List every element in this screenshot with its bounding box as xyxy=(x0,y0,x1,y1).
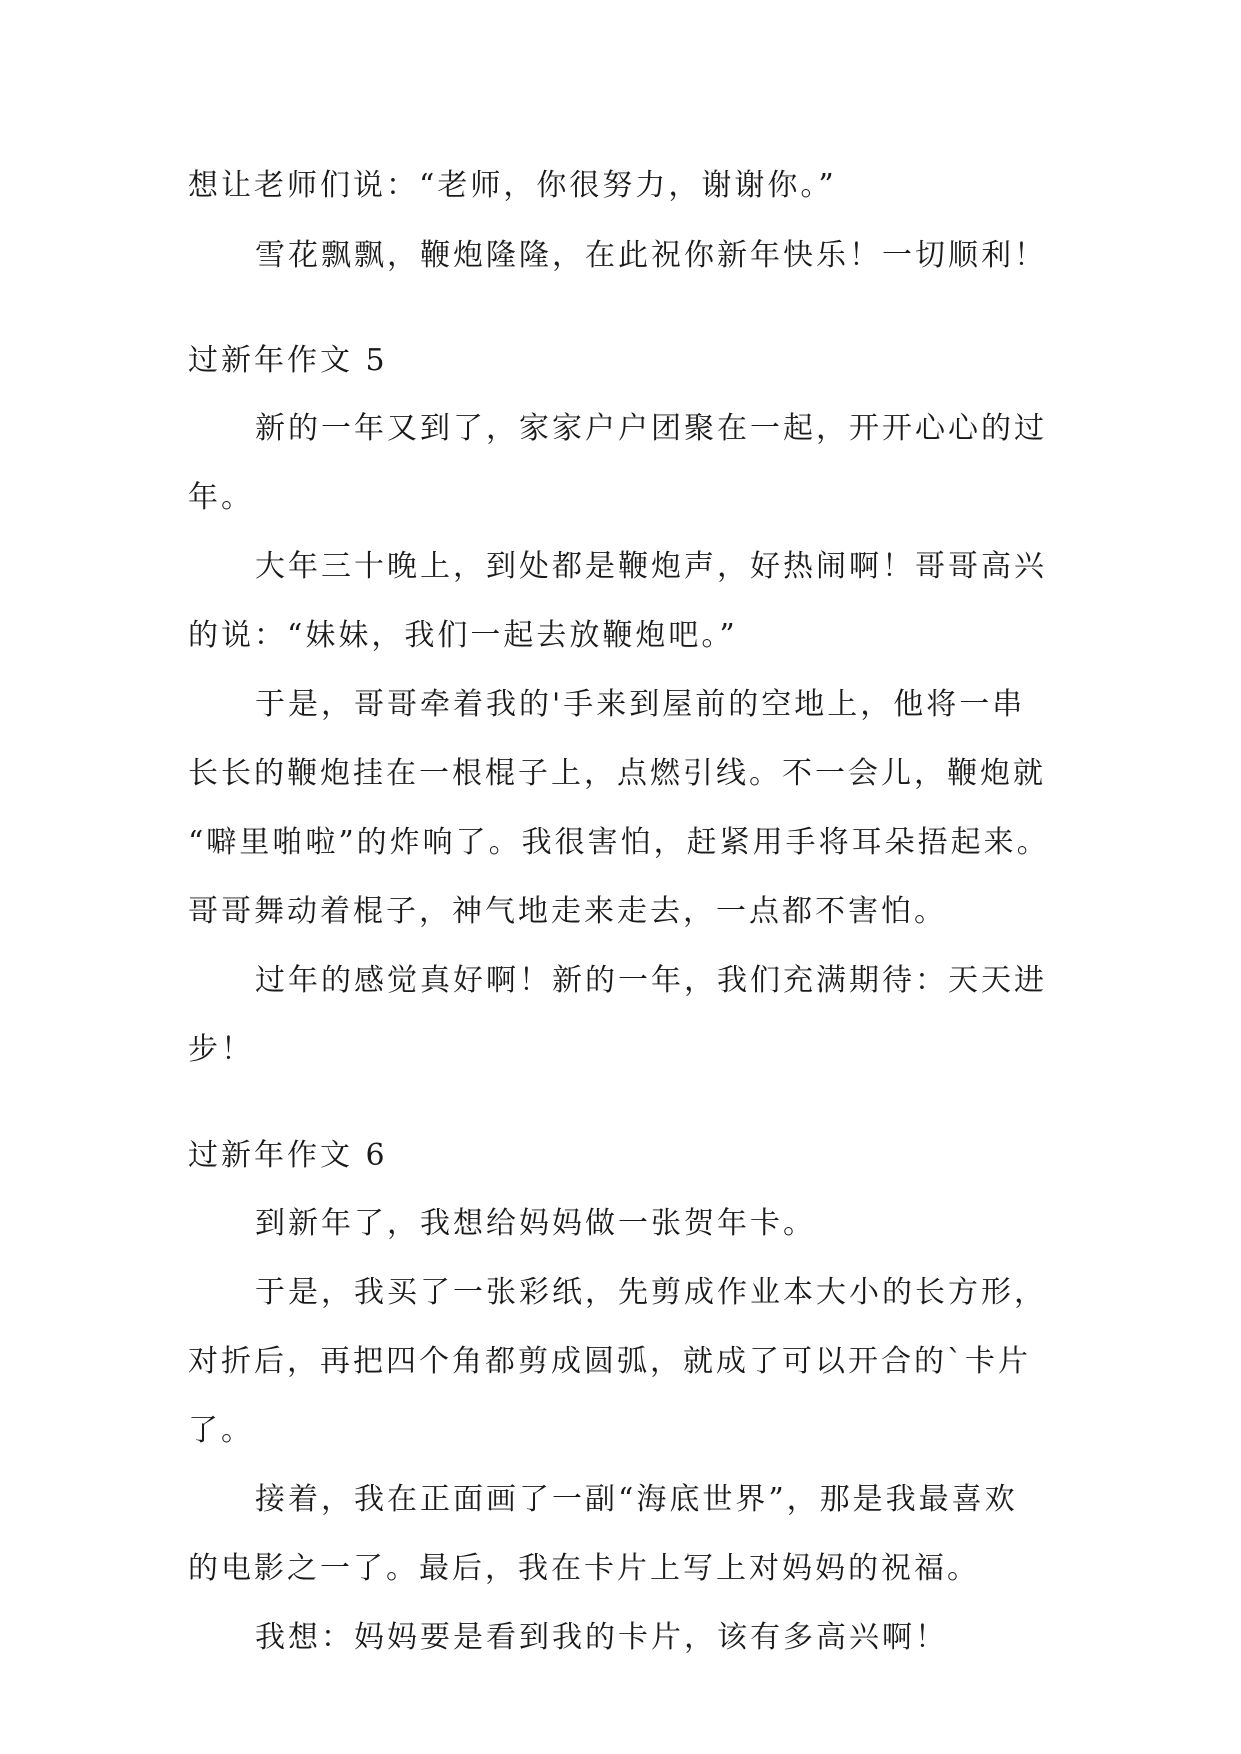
text-line: 的电影之一了。最后，我在卡片上写上对妈妈的祝福。 xyxy=(188,1551,980,1586)
section-heading: 过新年作文 5 xyxy=(188,343,388,378)
text-line: 于是，我买了一张彩纸，先剪成作业本大小的长方形， xyxy=(255,1275,1047,1310)
text-line: 我想：妈妈要是看到我的卡片，该有多高兴啊！ xyxy=(255,1620,948,1655)
text-line: 于是，哥哥牵着我的'手来到屋前的空地上，他将一串 xyxy=(255,687,1026,722)
text-line: 步！ xyxy=(188,1032,254,1067)
text-line: 想让老师们说：“老师，你很努力，谢谢你。” xyxy=(188,168,837,203)
text-line: 对折后，再把四个角都剪成圆弧，就成了可以开合的`卡片 xyxy=(188,1344,1031,1379)
text-line: 的说：“妹妹，我们一起去放鞭炮吧。” xyxy=(188,618,738,653)
text-line: 长长的鞭炮挂在一根棍子上，点燃引线。不一会儿，鞭炮就 xyxy=(188,756,1046,791)
text-line: 雪花飘飘，鞭炮隆隆，在此祝你新年快乐！一切顺利！ xyxy=(255,238,1047,273)
text-line: “噼里啪啦”的炸响了。我很害怕，赶紧用手将耳朵捂起来。 xyxy=(188,825,1050,860)
text-line: 哥哥舞动着棍子，神气地走来走去，一点都不害怕。 xyxy=(188,894,947,929)
text-line: 新的一年又到了，家家户户团聚在一起，开开心心的过 xyxy=(255,411,1047,446)
text-line: 大年三十晚上，到处都是鞭炮声，好热闹啊！哥哥高兴 xyxy=(255,549,1047,584)
section-heading: 过新年作文 6 xyxy=(188,1138,388,1173)
text-line: 接着，我在正面画了一副“海底世界”，那是我最喜欢 xyxy=(255,1482,1018,1517)
text-line: 了。 xyxy=(188,1413,254,1448)
text-line: 到新年了，我想给妈妈做一张贺年卡。 xyxy=(255,1206,816,1241)
text-line: 年。 xyxy=(188,480,254,515)
text-line: 过年的感觉真好啊！新的一年，我们充满期待：天天进 xyxy=(255,963,1047,998)
